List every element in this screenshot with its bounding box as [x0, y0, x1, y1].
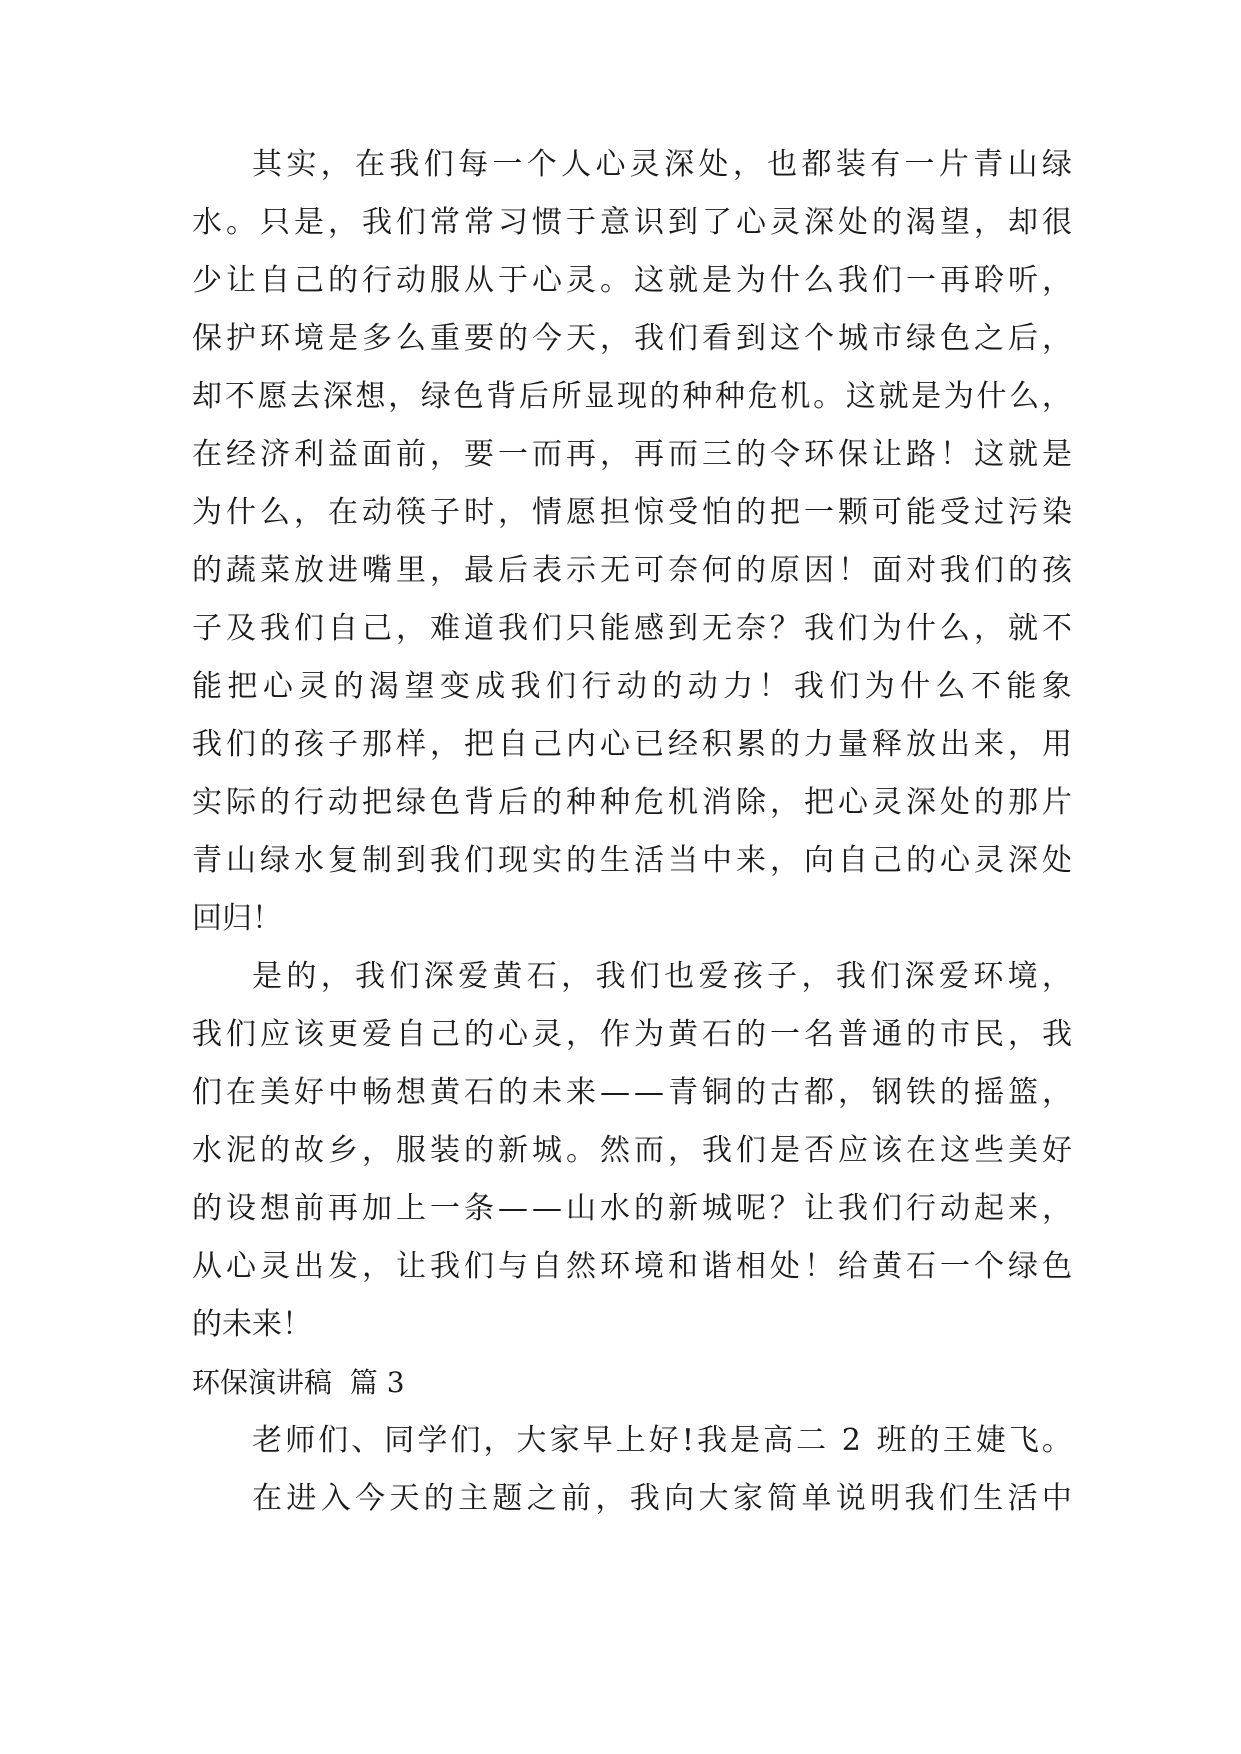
paragraph-1-line-8: 的 蔬 菜 放 进 嘴 里 ， 最 后 表 示 无 可 奈 何 的 原 因 ！ 面 对 我 们 的 孩 [192, 553, 1072, 588]
paragraph-1-line-7: 为 什 么 ， 在 动 筷 子 时 ， 情 愿 担 惊 受 怕 的 把 一 颗 可 能 受 过 污 染 [192, 495, 1072, 530]
paragraph-1-line-9: 子 及 我 们 自 己 ， 难 道 我 们 只 能 感 到 无 奈 ？ 我 们 为 什 么 ， 就 不 [192, 611, 1072, 646]
paragraph-2-line-1: 是 的 ， 我 们 深 爱 黄 石 ， 我 们 也 爱 孩 子 ， 我 们 深 爱 环 境 ， [252, 959, 1072, 994]
paragraph-3-line-1: 老 师 们 、 同 学 们 ， 大 家 早 上 好 ! 我 是 高 二 2 班 的 王 婕 飞 。 [252, 1423, 1072, 1458]
paragraph-2-line-5: 的 设 想 前 再 加 上 一 条 — — 山 水 的 新 城 呢 ？ 让 我 们 行 动 起 来 ， [192, 1191, 1072, 1226]
paragraph-2-line-3: 们 在 美 好 中 畅 想 黄 石 的 未 来 — — 青 铜 的 古 都 ， 钢 铁 的 摇 篮 ， [192, 1075, 1072, 1110]
paragraph-2-line-6: 从 心 灵 出 发 ， 让 我 们 与 自 然 环 境 和 谐 相 处 ！ 给 黄 石 一 个 绿 色 [192, 1249, 1072, 1284]
paragraph-1-line-1: 其 实 ， 在 我 们 每 一 个 人 心 灵 深 处 ， 也 都 装 有 一 片 青 山 绿 [252, 147, 1072, 182]
paragraph-1-line-12: 实 际 的 行 动 把 绿 色 背 后 的 种 种 危 机 消 除 ， 把 心 灵 深 处 的 那 片 [192, 785, 1072, 820]
paragraph-2-line-7: 的未来！ [192, 1307, 312, 1342]
paragraph-1-line-13: 青 山 绿 水 复 制 到 我 们 现 实 的 生 活 当 中 来 ， 向 自 己 的 心 灵 深 处 [192, 843, 1072, 878]
paragraph-1-line-4: 保 护 环 境 是 多 么 重 要 的 今 天 ， 我 们 看 到 这 个 城 市 绿 色 之 后 ， [192, 321, 1072, 356]
paragraph-1-line-5: 却 不 愿 去 深 想 ， 绿 色 背 后 所 显 现 的 种 种 危 机 。 这 就 是 为 什 么 ， [192, 379, 1072, 414]
paragraph-1-line-10: 能 把 心 灵 的 渴 望 变 成 我 们 行 动 的 动 力 ！ 我 们 为 什 么 不 能 象 [192, 669, 1072, 704]
paragraph-1-line-2: 水 。 只 是 ， 我 们 常 常 习 惯 于 意 识 到 了 心 灵 深 处 的 渴 望 ， 却 很 [192, 205, 1072, 240]
paragraph-4-line-1: 在 进 入 今 天 的 主 题 之 前 ， 我 向 大 家 简 单 说 明 我 们 生 活 中 [252, 1481, 1072, 1516]
paragraph-1-line-11: 我 们 的 孩 子 那 样 ， 把 自 己 内 心 已 经 积 累 的 力 量 释 放 出 来 ， 用 [192, 727, 1072, 762]
paragraph-2-line-4: 水 泥 的 故 乡 ， 服 装 的 新 城 。 然 而 ， 我 们 是 否 应 该 在 这 些 美 好 [192, 1133, 1072, 1168]
paragraph-1-line-3: 少 让 自 己 的 行 动 服 从 于 心 灵 。 这 就 是 为 什 么 我 们 一 再 聆 听 ， [192, 263, 1072, 298]
paragraph-1-line-6: 在 经 济 利 益 面 前 ， 要 一 而 再 ， 再 而 三 的 令 环 保 让 路 ！ 这 就 是 [192, 437, 1072, 472]
paragraph-1-line-14: 回归！ [192, 901, 282, 936]
section-heading: 环保演讲稿 篇 3 [192, 1366, 405, 1399]
paragraph-2-line-2: 我 们 应 该 更 爱 自 己 的 心 灵 ， 作 为 黄 石 的 一 名 普 通 的 市 民 ， 我 [192, 1017, 1072, 1052]
